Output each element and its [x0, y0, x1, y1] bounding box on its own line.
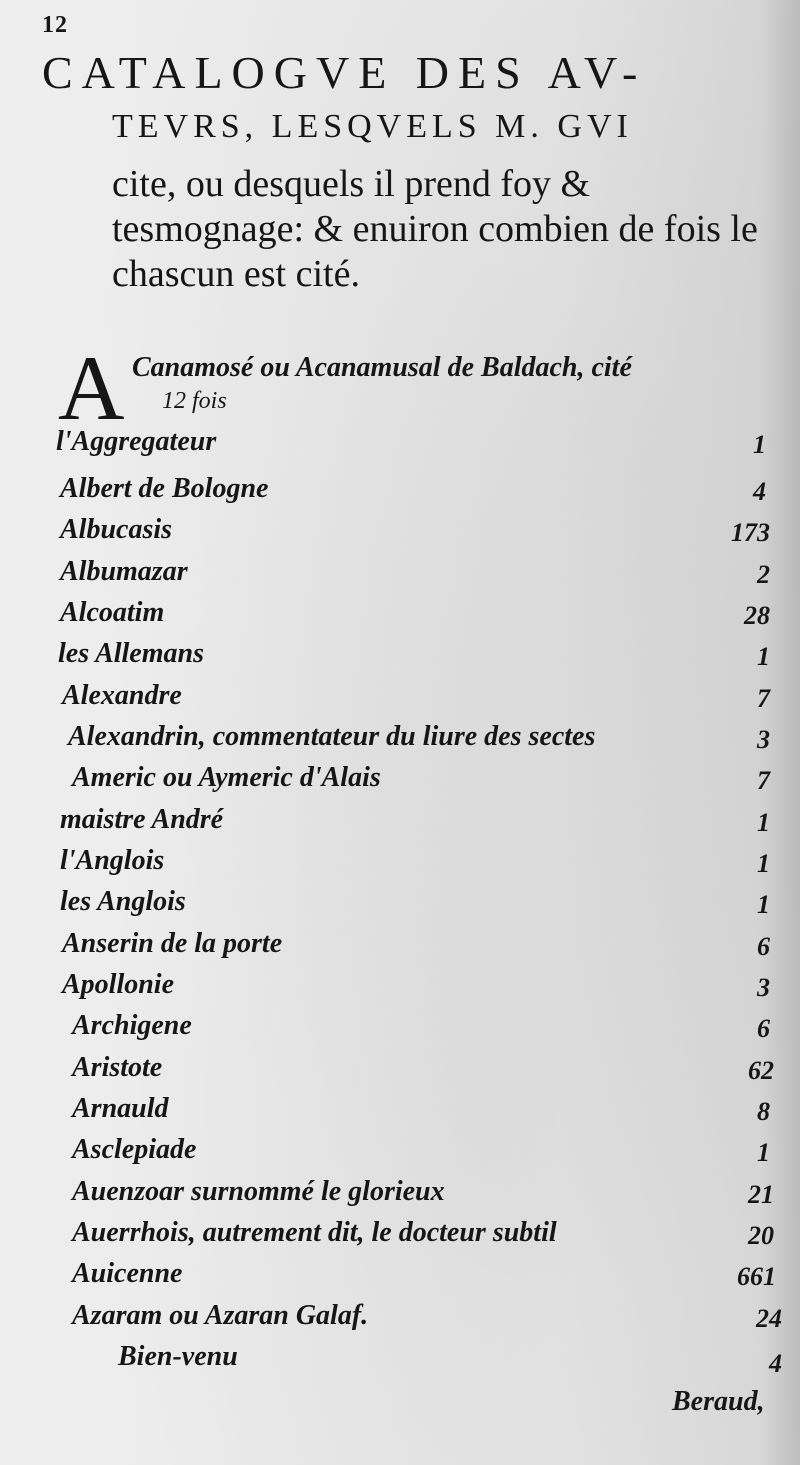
title-continuation: cite, ou desquels il prend foy & tesmognage: & enuiron combien de fois le chascun est cité. [112, 163, 758, 295]
entry-count: 28 [744, 601, 770, 630]
entry-name: Alexandre [62, 680, 182, 711]
drop-capital: A [58, 337, 125, 439]
entry-name: Albert de Bologne [60, 473, 269, 504]
entry-count: 62 [748, 1056, 774, 1085]
entry-name: les Allemans [58, 638, 204, 669]
catchword: Beraud, [672, 1386, 765, 1417]
entry-name: Auicenne [72, 1258, 183, 1289]
entry-name: Albucasis [60, 514, 173, 545]
title-line-2: TEVRS, LESQVELS M. GVI [112, 108, 633, 145]
entry-name: l'Aggregateur [56, 426, 217, 457]
entry-name: Americ ou Aymeric d'Alais [72, 762, 381, 793]
entry-count: 6 [757, 1014, 770, 1043]
entry-name: l'Anglois [60, 845, 165, 876]
entry-count: 1 [753, 430, 766, 459]
entry-count: 173 [731, 518, 770, 547]
entry-count: 661 [737, 1262, 776, 1291]
entry-name: Asclepiade [72, 1134, 197, 1165]
entry-name: Arnauld [72, 1093, 169, 1124]
entry-count: 3 [757, 725, 770, 754]
entry-count: 3 [757, 973, 770, 1002]
title-line-1: CATALOGVE DES AV- [42, 47, 647, 98]
entry-name: Anserin de la porte [62, 928, 283, 959]
entry-name: maistre André [60, 804, 224, 835]
first-entry-count: 12 fois [162, 388, 227, 414]
entry-name: Auerrhois, autrement dit, le docteur subtil [72, 1217, 557, 1248]
entry-name: Alcoatim [60, 597, 165, 628]
entry-name: Apollonie [62, 969, 175, 1000]
entry-name: Albumazar [60, 556, 188, 587]
entry-count: 1 [757, 1138, 770, 1167]
entry-count: 1 [757, 849, 770, 878]
entry-count: 1 [757, 808, 770, 837]
entry-name: Aristote [72, 1052, 163, 1083]
entry-name: Alexandrin, commentateur du liure des sectes [68, 721, 596, 752]
entry-name: Bien-venu [118, 1341, 238, 1372]
entry-count: 1 [757, 642, 770, 671]
entry-count: 1 [757, 890, 770, 919]
entry-count: 2 [757, 560, 770, 589]
first-entry-text: Canamosé ou Acanamusal de Baldach, cité [132, 352, 632, 383]
entry-name: Archigene [72, 1010, 192, 1041]
entry-count: 6 [757, 932, 770, 961]
entry-count: 24 [756, 1304, 782, 1333]
page-number: 12 [42, 12, 68, 38]
entry-count: 8 [757, 1097, 770, 1126]
entry-count: 21 [748, 1180, 774, 1209]
entry-count: 4 [769, 1349, 782, 1378]
entry-name: Azaram ou Azaran Galaf. [72, 1300, 369, 1331]
entry-name: Auenzoar surnommé le glorieux [72, 1176, 445, 1207]
entry-count: 4 [753, 477, 766, 506]
entry-count: 7 [757, 684, 770, 713]
entry-count: 20 [748, 1221, 774, 1250]
entry-count: 7 [757, 766, 770, 795]
entry-name: les Anglois [60, 886, 186, 917]
